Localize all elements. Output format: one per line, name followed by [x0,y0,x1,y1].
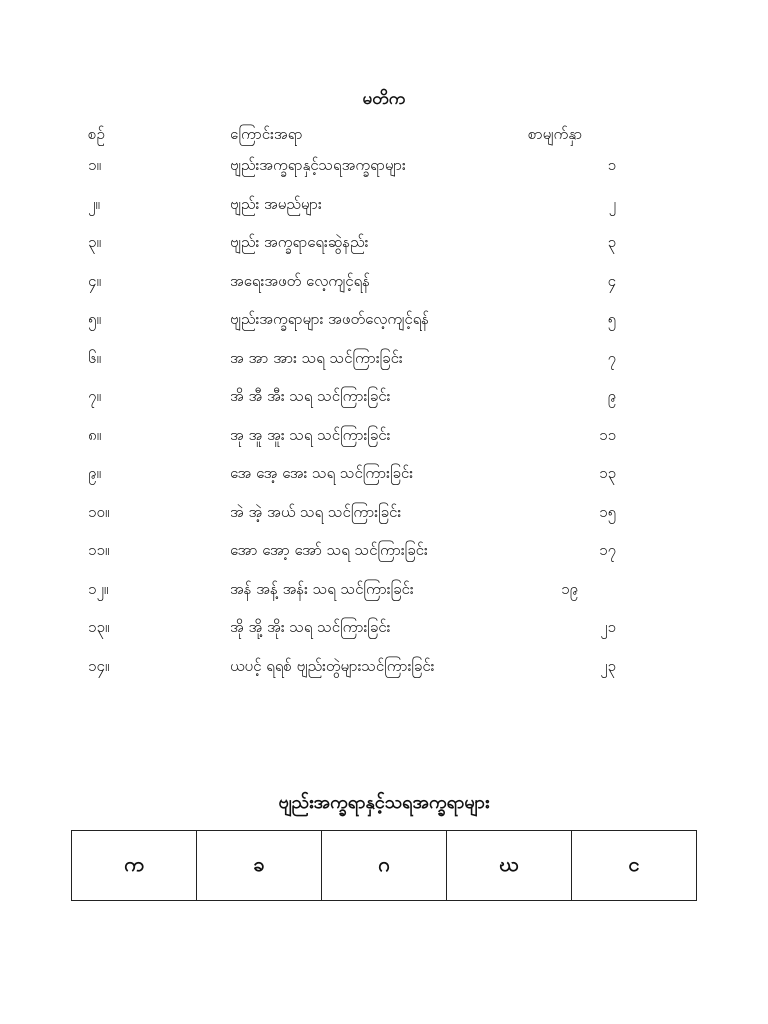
toc-row-topic: အု အူ အူး သရ သင်ကြားခြင်း [230,425,391,444]
toc-row [0,269,768,308]
toc-list [0,153,768,692]
toc-row [0,654,768,693]
alphabet-letter-cell: ဂ [322,831,447,901]
toc-row [0,500,768,539]
toc-row-topic: အန် အန့် အန်း သရ သင်ကြားခြင်း [230,579,414,598]
toc-row-page: ၂၁ [600,618,616,636]
toc-row-topic: အရေးအဖတ် လေ့ကျင့်ရန် [230,271,371,290]
alphabet-row [72,831,697,901]
toc-row-topic: ယပင့် ရရစ် ဗျည်းတွဲများသင်ကြားခြင်း [230,656,435,675]
toc-row [0,384,768,423]
alphabet-letter-cell: က [72,831,197,901]
toc-row-page: ၇ [607,348,616,367]
toc-row-number: ၁၁။ [88,541,110,559]
toc-title: မတိက [362,89,406,109]
toc-row-number: ၂။ [88,194,100,213]
toc-row-number: ၃။ [88,233,101,251]
toc-row-number: ၆။ [88,348,101,367]
toc-row-page: ၁၃ [599,464,616,482]
toc-row-topic: အော အော့ အော် သရ သင်ကြားခြင်း [230,541,428,559]
toc-row [0,153,768,192]
toc-row [0,346,768,385]
toc-row-topic: အေ အေ့ အေး သရ သင်ကြားခြင်း [230,464,414,482]
toc-row [0,615,768,654]
toc-header [0,125,768,149]
toc-row-number: ၁၂။ [88,579,109,598]
toc-row-page: ၁၉ [561,579,578,598]
alphabet-letter-cell: ခ [197,831,322,901]
toc-row [0,423,768,462]
toc-row-number: ၁၀။ [88,502,110,521]
toc-row [0,230,768,269]
toc-row-page: ၉ [607,387,616,405]
toc-row-number: ၇။ [88,387,101,405]
toc-header-topic: ကြောင်းအရာ [230,125,303,143]
toc-row-page: ၃ [607,233,616,251]
alphabet-section-title: ဗျည်းအက္ခရာနှင့်သရအက္ခရာများ [278,792,490,813]
toc-row-number: ၉။ [88,464,101,482]
toc-row-number: ၈။ [88,425,102,444]
toc-row-topic: အို အို့ အိုး သရ သင်ကြားခြင်း [230,618,391,636]
toc-header-number: စဉ် [88,125,105,143]
toc-header-page: စာမျက်နှာ [528,125,583,143]
alphabet-table [71,830,697,901]
toc-row-page: ၂ [608,194,616,213]
toc-row-number: ၄။ [88,271,101,290]
toc-row [0,577,768,616]
alphabet-letter-cell: ဃ [447,831,572,901]
toc-row-page: ၁၁ [599,425,616,444]
toc-row-topic: ဗျည်း အမည်များ [230,194,322,213]
toc-row-page: ၂၃ [600,656,616,675]
toc-row-number: ၁။ [88,156,101,174]
toc-row-number: ၁၃။ [88,618,110,636]
toc-row-topic: အိ အီ အီး သရ သင်ကြားခြင်း [230,387,391,405]
toc-row [0,538,768,577]
alphabet-letter-cell: င [572,831,697,901]
toc-row-topic: ဗျည်းအက္ခရာများ အဖတ်လေ့ကျင့်ရန် [230,310,430,328]
toc-row-page: ၅ [607,310,616,328]
toc-row-page: ၄ [607,271,616,290]
toc-row-number: ၁၄။ [88,656,110,675]
toc-row-topic: ဗျည်းအက္ခရာနှင့်သရအက္ခရာများ [230,156,406,174]
toc-row-page: ၁၇ [599,541,616,559]
toc-row [0,461,768,500]
toc-row-page: ၁ [607,156,616,174]
toc-row-page: ၁၅ [599,502,616,521]
toc-row-topic: အဲ အဲ့ အယ် သရ သင်ကြားခြင်း [230,502,402,521]
toc-row [0,192,768,231]
toc-row-number: ၅။ [88,310,101,328]
toc-row-topic: ဗျည်း အက္ခရာရေးဆွဲနည်း [230,233,369,251]
toc-row-topic: အ အာ အား သရ သင်ကြားခြင်း [230,348,403,367]
toc-row [0,307,768,346]
